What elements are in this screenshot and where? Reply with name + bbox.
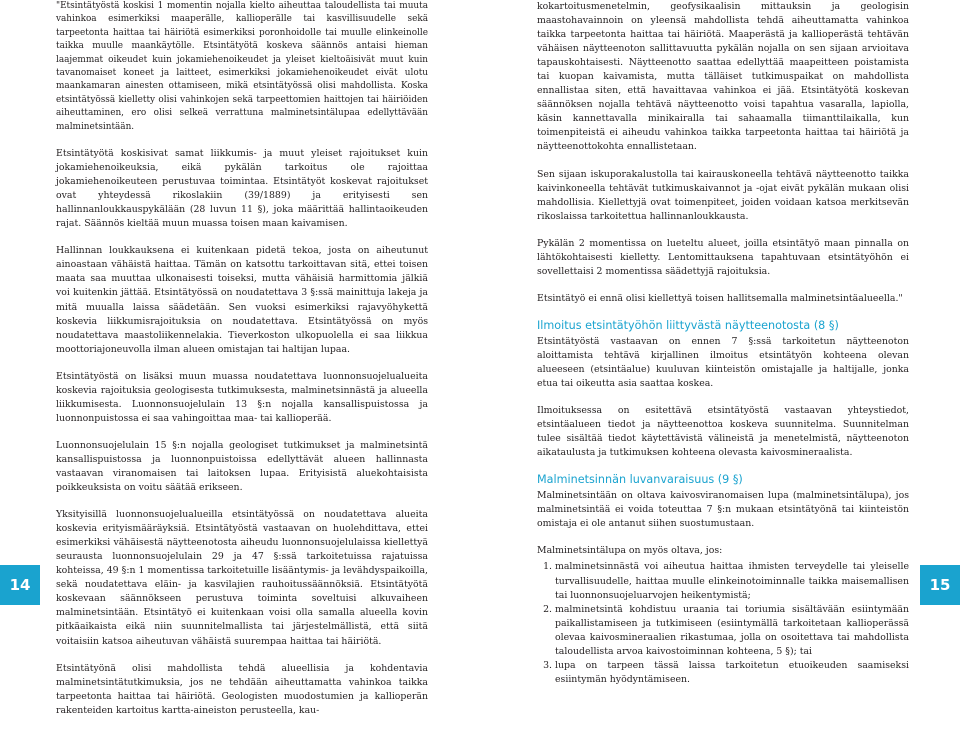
list-item: 1. malminetsinnästä voi aiheutua haittaa ihmisten terveydelle tai yleiselle turvallisuudelle, haittaa muulle elinkeinotoiminnalle taikka maisemallisen tai luonnonsuojeluarvojen heikentymistä; <box>555 560 909 602</box>
list-item: 3. lupa on tarpeen tässä laissa tarkoitetun etuoikeuden saamiseksi esiintymän hyödyntämiseen. <box>555 659 909 687</box>
section-heading-permit: Malminetsinnän luvanvaraisuus (9 §) <box>537 473 743 487</box>
left-paragraph-2: Etsintätyötä koskisivat samat liikkumis- ja muut yleiset rajoitukset kuin jokamiehenoikeuksia, eikä pykälän tarkoitus ole rajoittaa jokamiehenoikeuteen perustuvaa toimintaa. Etsintätyöt koskevat rajoitukset ovat yhteydessä rikoslakiin (39/1889) ja erityisesti sen hallinnanloukkauspykälään (28 luvun 11 §), joka määrittää hallintaoikeuden rajat. Säännös kieltää muun muassa toisen maan kaivamisen. <box>56 148 428 230</box>
list-item: 2. malminetsintä kohdistuu uraania tai toriumia sisältävään esiintymään paikallistamiseen ja tutkimiseen (esiintymällä tarkoitetaan kallioperässä olevaa kaivosmineraalien rikastumaa, jolla on osoitettava tai mahdollista taloudellista arvoa kaivostoiminnan kohteena, 5 §); tai <box>555 603 909 659</box>
section2-paragraph-1: Malminetsintään on oltava kaivosviranomaisen lupa (malminetsintälupa), jos malminetsintää ei voida toteuttaa 7 §:n mukaan etsintätyönä tai kiinteistön omistaja ei ole antanut siihen suostumustaan. <box>537 490 909 530</box>
right-column <box>537 0 909 697</box>
right-paragraph-1: kokartoitusmenetelmin, geofysikaalisin mittauksin ja geologisin maastohavainnoin on yleensä mahdollista tehdä aiheuttamatta vahinkoa taikka tarpeetonta haittaa tai häiriötä. Maaperästä ja kallioperästä tehtävän vähäisen näytteenoton sallittavuutta pykälän nojalla on sen sijaan arvioitava tapauskohtaisesti. Näytteenotto saattaa edellyttää maapeitteen poistamista tai kuopan kaivamista, mutta tälläiset tutkimuspaikat on mahdollista ennallistaa siten, että havaittavaa vahinkoa ei jää. Etsintätyötä koskevan säännöksen nojalla tehtävä näytteenotto voisi tapahtua vasaralla, lapiolla, käsin kannettavalla minikairalla tai sahaamalla tiimanttilaikalla, kun toimenpiteistä ei aiheudu vahinkoa taikka tarpeetonta haittaa tai häiriötä ja näytteenottokohta ennallistetaan. <box>537 1 909 153</box>
right-paragraph-2: Sen sijaan iskuporakalustolla tai kairauskoneella tehtävä näytteenotto taikka kaivinkoneella tehtävät tutkimuskaivannot ja -ojat eivät pykälän mukaan olisi mahdollisia. Kiellettyjä ovat toimenpiteet, joiden voidaan katsoa merkitsevän rikoslaissa tarkoitettua hallinnanloukkausta. <box>537 168 909 222</box>
left-paragraph-7: Etsintätyönä olisi mahdollista tehdä alueellisia ja kohdentavia malminetsintätutkimuksia, jos ne tehdään aiheuttamatta vahinkoa taikka tarpeetonta haittaa tai häiriötä. Geologisten muodostumien ja kallioperän rakenteiden kartoitus kartta-aineiston perusteella, kau- <box>56 662 428 716</box>
right-paragraph-3: Pykälän 2 momentissa on lueteltu alueet, joilla etsintätyö maan pinnalla on lähtökohtaisesti kielletty. Lentomittauksena tapahtuvaan etsintätyöhön ei sovellettaisi 2 momentissa säädettyjä rajoituksia. <box>537 237 909 277</box>
left-paragraph-5: Luonnonsuojelulain 15 §:n nojalla geologiset tutkimukset ja malminetsintä kansallispuistossa ja luonnonpuistoissa edellyttävät alueen hallinnasta vastaavan viranomaisen tai laitoksen lupaa. Erityisistä aluekohtaisista poikkeuksista on voitu säätää erikseen. <box>56 439 428 494</box>
right-paragraph-4: Etsintätyö ei ennä olisi kiellettyä toisen hallitsemalla malminetsintäalueella." <box>537 292 903 304</box>
left-paragraph-1: "Etsintätyöstä koskisi 1 momentin nojalla kielto aiheuttaa taloudellista tai muuta vahinkoa esimerkiksi maaperälle, kallioperälle tai kasvillisuudelle sekä tarpeetonta haittaa tai häiriötä esimerkiksi poronhoidolle tai muulle elinkeinolle taikka muulle maankäytölle. Etsintätyötä koskeva säännös antaisi hieman laajemmat oikeudet kuin jokamiehenoikeudet ja yleiset kieltoäisivät muut kuin tavanomaiset koneet ja laitteet, esimerkiksi jokamiehenoikeudet eivät ulotu maankamaran ainesten ottamiseen, mikä etsintätyössä olisi mahdollista. Koska etsintätyössä kielletty olisi vahinkojen sekä tarpeettomien haittojen tai häiriöiden aiheuttaminen, ero olisi selkeä verrattuna malminetsintälupaa edellyttävään malminetsintään. <box>56 1 428 132</box>
section2-paragraph-2: Malminetsintälupa on myös oltava, jos: <box>537 545 723 557</box>
left-paragraph-4: Etsintätyöstä on lisäksi muun muassa noudatettava luonnonsuojelualueita koskevia rajoituksia geologisesta tutkimuksesta, malminetsinnästä ja alueella liikkumisesta. Luonnonsuojelulain 13 §:n nojalla kansallispuistossa ja luonnonpuistossa ei saa vahingoittaa maa- tai kallioperää. <box>56 370 428 424</box>
section1-paragraph-2: Ilmoituksessa on esitettävä etsintätyöstä vastaavan yhteystiedot, etsintäalueen tiedot ja näytteenottoa koskeva suunnitelma. Suunnitelman tulee sisältää tiedot käytettävistä välineistä ja menetelmistä, näytteenoton aikataulusta ja tutkimuksen kohteena olevasta kaivosmineraalista. <box>537 405 909 459</box>
left-paragraph-3: Hallinnan loukkauksena ei kuitenkaan pidetä tekoa, josta on aiheutunut ainoastaan vähäistä haittaa. Tämän on katsottu tarkoittavan sitä, ettei toisen maata saa muuttaa ulkonaisesti toiseksi, mutta vähäisiä harmittomia jälkiä voi kuitenkin jättää. Etsintätyössä on noudatettava 3 §:ssä mainittuja lakeja ja mitä muualla laissa säädetään. Sen vuoksi esimerkiksi rajavyöhykettä koskevia liikkumisrajoituksia on noudatettava. Etsintätyössä on myös noudatettava maastoliikennelakia. Tieverkoston ulkopuolella ei saa liikkua moottoriajoneuvolla ilman alueen omistajan tai haltijan lupaa. <box>56 245 428 355</box>
permit-conditions-list <box>537 560 909 686</box>
left-column <box>56 0 428 731</box>
section1-paragraph-1: Etsintätyöstä vastaavan on ennen 7 §:ssä tarkoitetun näytteenoton aloittamista tehtävä kirjallinen ilmoitus etsintätyön kohteena olevan alueeseen (etsintäalue) kuuluvan kiinteistön omistajalle ja haltijalle, jonka etua tai oikeutta asia saattaa koskea. <box>537 335 909 390</box>
page-number-left: 14 <box>0 565 40 605</box>
section-heading-notification: Ilmoitus etsintätyöhön liittyvästä näytteenotosta (8 §) <box>537 318 839 332</box>
page-number-right: 15 <box>920 565 960 605</box>
left-paragraph-6: Yksityisillä luonnonsuojelualueilla etsintätyössä on noudatettava alueita koskevia erityismääräyksiä. Etsintätyöstä vastaavan on huolehdittava, ettei esimerkiksi vähäisestä näytteenotosta aiheudu luonnonsuojelulaissa kiellettyä seurausta luonnonsuojelulain 29 ja 47 §:ssä tarkoitetuissa rajatuissa kohteissa, 49 §:n 1 momentissa tarkoitetuille lisääntymis- ja levähdyspaikoilla, sekä noudatettava eläin- ja kasvilajien rauhoitussäännöksiä. Etsintätyötä koskevaan säännökseen perustuva toiminta soveltuisi alkuvaiheen malminetsintään. Etsintätyö ei kuitenkaan voisi olla samalla alueella kovin pitkäaikaista eikä niin suunnitelmallista tai järjestelmällistä, että siitä voitaisiin katsoa aiheutuvan vähäistä suurempaa haittaa tai häiriötä. <box>56 509 428 647</box>
